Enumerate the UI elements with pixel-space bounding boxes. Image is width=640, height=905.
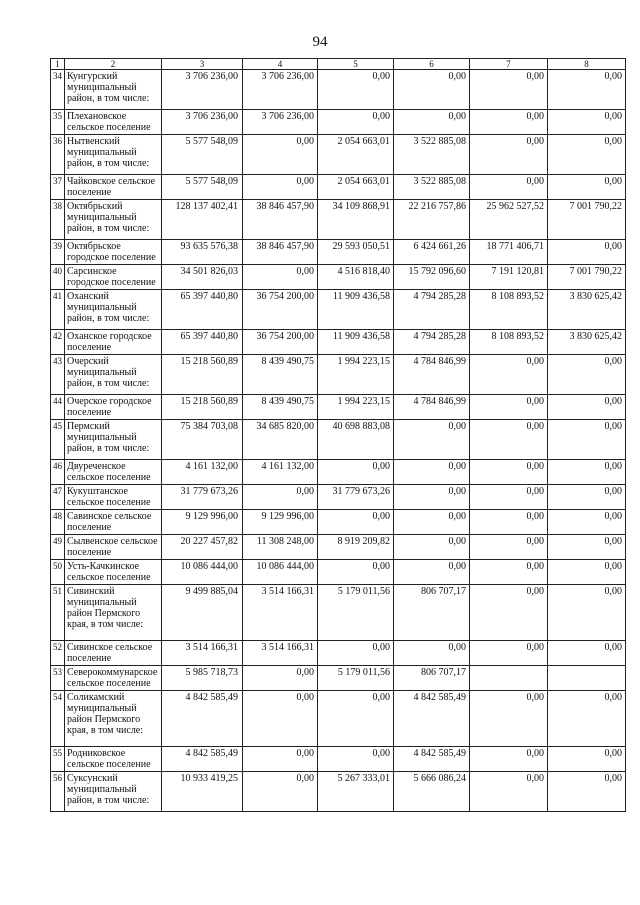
value-col-7: 0,00 bbox=[470, 641, 548, 666]
row-number: 55 bbox=[51, 747, 65, 772]
municipality-name: Двуреченское сельское поселение bbox=[65, 460, 162, 485]
value-col-5: 11 909 436,58 bbox=[318, 290, 394, 330]
page-number: 94 bbox=[312, 34, 328, 50]
value-col-4: 36 754 200,00 bbox=[243, 290, 318, 330]
value-col-4: 0,00 bbox=[243, 135, 318, 175]
value-col-6: 0,00 bbox=[394, 510, 470, 535]
table-row bbox=[51, 395, 626, 420]
value-col-8: 0,00 bbox=[548, 641, 626, 666]
municipality-name: Северокоммунарское сельское поселение bbox=[65, 666, 162, 691]
table-row bbox=[51, 772, 626, 812]
column-header: 8 bbox=[548, 59, 626, 70]
row-number: 53 bbox=[51, 666, 65, 691]
row-number: 49 bbox=[51, 535, 65, 560]
row-number: 45 bbox=[51, 420, 65, 460]
value-col-5: 1 994 223,15 bbox=[318, 395, 394, 420]
value-col-7: 0,00 bbox=[470, 691, 548, 747]
row-number: 46 bbox=[51, 460, 65, 485]
value-col-7: 0,00 bbox=[470, 485, 548, 510]
municipality-name: Усть-Качкинское сельское поселение bbox=[65, 560, 162, 585]
value-col-3: 10 086 444,00 bbox=[162, 560, 243, 585]
value-col-3: 93 635 576,38 bbox=[162, 240, 243, 265]
value-col-7: 0,00 bbox=[470, 395, 548, 420]
value-col-8: 0,00 bbox=[548, 240, 626, 265]
municipality-name: Савинское сельское поселение bbox=[65, 510, 162, 535]
value-col-4: 8 439 490,75 bbox=[243, 355, 318, 395]
value-col-4: 0,00 bbox=[243, 485, 318, 510]
value-col-8: 0,00 bbox=[548, 485, 626, 510]
municipality-name: Пермский муниципальный район, в том числе: bbox=[65, 420, 162, 460]
value-col-5: 0,00 bbox=[318, 641, 394, 666]
value-col-4: 38 846 457,90 bbox=[243, 200, 318, 240]
value-col-8: 0,00 bbox=[548, 110, 626, 135]
value-col-4: 0,00 bbox=[243, 691, 318, 747]
row-number: 52 bbox=[51, 641, 65, 666]
value-col-7: 7 191 120,81 bbox=[470, 265, 548, 290]
value-col-6: 4 842 585,49 bbox=[394, 747, 470, 772]
row-number: 54 bbox=[51, 691, 65, 747]
row-number: 44 bbox=[51, 395, 65, 420]
row-number: 38 bbox=[51, 200, 65, 240]
value-col-4: 3 706 236,00 bbox=[243, 70, 318, 110]
value-col-5: 31 779 673,26 bbox=[318, 485, 394, 510]
value-col-8: 0,00 bbox=[548, 395, 626, 420]
table-row bbox=[51, 560, 626, 585]
value-col-4: 8 439 490,75 bbox=[243, 395, 318, 420]
row-number: 35 bbox=[51, 110, 65, 135]
value-col-3: 5 577 548,09 bbox=[162, 135, 243, 175]
table-row bbox=[51, 70, 626, 110]
municipality-name: Плехановское сельское поселение bbox=[65, 110, 162, 135]
municipality-name: Сылвенское сельское поселение bbox=[65, 535, 162, 560]
value-col-6: 3 522 885,08 bbox=[394, 175, 470, 200]
value-col-6: 5 666 086,24 bbox=[394, 772, 470, 812]
row-number: 43 bbox=[51, 355, 65, 395]
value-col-6: 4 794 285,28 bbox=[394, 330, 470, 355]
value-col-7 bbox=[470, 666, 548, 691]
table-row bbox=[51, 240, 626, 265]
row-number: 50 bbox=[51, 560, 65, 585]
value-col-5: 1 994 223,15 bbox=[318, 355, 394, 395]
table-row bbox=[51, 460, 626, 485]
value-col-4: 0,00 bbox=[243, 265, 318, 290]
budget-table bbox=[50, 58, 626, 812]
value-col-5: 0,00 bbox=[318, 560, 394, 585]
value-col-7: 0,00 bbox=[470, 175, 548, 200]
value-col-8: 0,00 bbox=[548, 535, 626, 560]
row-number: 39 bbox=[51, 240, 65, 265]
value-col-7: 0,00 bbox=[470, 747, 548, 772]
value-col-3: 4 161 132,00 bbox=[162, 460, 243, 485]
row-number: 34 bbox=[51, 70, 65, 110]
value-col-7: 0,00 bbox=[470, 510, 548, 535]
table-row bbox=[51, 747, 626, 772]
value-col-3: 4 842 585,49 bbox=[162, 747, 243, 772]
value-col-7: 0,00 bbox=[470, 585, 548, 641]
value-col-3: 34 501 826,03 bbox=[162, 265, 243, 290]
value-col-5: 11 909 436,58 bbox=[318, 330, 394, 355]
table-row bbox=[51, 666, 626, 691]
value-col-4: 0,00 bbox=[243, 175, 318, 200]
municipality-name: Очерский муниципальный район, в том числе: bbox=[65, 355, 162, 395]
value-col-3: 20 227 457,82 bbox=[162, 535, 243, 560]
value-col-7: 0,00 bbox=[470, 772, 548, 812]
value-col-7: 0,00 bbox=[470, 110, 548, 135]
value-col-8: 0,00 bbox=[548, 560, 626, 585]
value-col-4: 36 754 200,00 bbox=[243, 330, 318, 355]
value-col-6: 4 842 585,49 bbox=[394, 691, 470, 747]
value-col-8: 0,00 bbox=[548, 175, 626, 200]
value-col-4: 11 308 248,00 bbox=[243, 535, 318, 560]
value-col-6: 0,00 bbox=[394, 535, 470, 560]
table-row bbox=[51, 330, 626, 355]
value-col-7: 0,00 bbox=[470, 355, 548, 395]
value-col-7: 8 108 893,52 bbox=[470, 290, 548, 330]
column-header: 7 bbox=[470, 59, 548, 70]
value-col-7: 0,00 bbox=[470, 420, 548, 460]
column-header: 4 bbox=[243, 59, 318, 70]
table-row bbox=[51, 510, 626, 535]
table-row bbox=[51, 535, 626, 560]
municipality-name: Суксунский муниципальный район, в том числе: bbox=[65, 772, 162, 812]
table-row bbox=[51, 420, 626, 460]
table-row bbox=[51, 691, 626, 747]
value-col-6: 0,00 bbox=[394, 70, 470, 110]
value-col-5: 0,00 bbox=[318, 747, 394, 772]
value-col-8: 7 001 790,22 bbox=[548, 200, 626, 240]
value-col-7: 0,00 bbox=[470, 70, 548, 110]
value-col-4: 34 685 820,00 bbox=[243, 420, 318, 460]
value-col-6: 3 522 885,08 bbox=[394, 135, 470, 175]
row-number: 42 bbox=[51, 330, 65, 355]
value-col-8: 0,00 bbox=[548, 691, 626, 747]
row-number: 48 bbox=[51, 510, 65, 535]
value-col-6: 4 784 846,99 bbox=[394, 395, 470, 420]
value-col-5: 0,00 bbox=[318, 510, 394, 535]
row-number: 37 bbox=[51, 175, 65, 200]
value-col-8: 7 001 790,22 bbox=[548, 265, 626, 290]
value-col-3: 5 577 548,09 bbox=[162, 175, 243, 200]
table-row bbox=[51, 110, 626, 135]
municipality-name: Соликамский муниципальный район Пермского края, в том числе: bbox=[65, 691, 162, 747]
municipality-name: Оханское городское поселение bbox=[65, 330, 162, 355]
value-col-7: 25 962 527,52 bbox=[470, 200, 548, 240]
value-col-6: 806 707,17 bbox=[394, 666, 470, 691]
table-row bbox=[51, 135, 626, 175]
municipality-name: Очерское городское поселение bbox=[65, 395, 162, 420]
table-row bbox=[51, 355, 626, 395]
municipality-name: Октябрьское городское поселение bbox=[65, 240, 162, 265]
value-col-5: 40 698 883,08 bbox=[318, 420, 394, 460]
value-col-3: 3 706 236,00 bbox=[162, 70, 243, 110]
value-col-3: 4 842 585,49 bbox=[162, 691, 243, 747]
value-col-4: 4 161 132,00 bbox=[243, 460, 318, 485]
value-col-6: 0,00 bbox=[394, 485, 470, 510]
row-number: 47 bbox=[51, 485, 65, 510]
value-col-3: 9 499 885,04 bbox=[162, 585, 243, 641]
value-col-4: 0,00 bbox=[243, 772, 318, 812]
municipality-name: Сивинское сельское поселение bbox=[65, 641, 162, 666]
value-col-7: 8 108 893,52 bbox=[470, 330, 548, 355]
municipality-name: Чайковское сельское поселение bbox=[65, 175, 162, 200]
value-col-4: 3 706 236,00 bbox=[243, 110, 318, 135]
value-col-7: 18 771 406,71 bbox=[470, 240, 548, 265]
value-col-8: 0,00 bbox=[548, 420, 626, 460]
column-header: 5 bbox=[318, 59, 394, 70]
municipality-name: Сарсинское городское поселение bbox=[65, 265, 162, 290]
value-col-3: 15 218 560,89 bbox=[162, 355, 243, 395]
value-col-5: 0,00 bbox=[318, 460, 394, 485]
value-col-6: 0,00 bbox=[394, 641, 470, 666]
column-numbers-row bbox=[51, 59, 626, 70]
value-col-8: 0,00 bbox=[548, 70, 626, 110]
value-col-5: 8 919 209,82 bbox=[318, 535, 394, 560]
municipality-name: Нытвенский муниципальный район, в том числе: bbox=[65, 135, 162, 175]
value-col-5: 0,00 bbox=[318, 110, 394, 135]
value-col-4: 38 846 457,90 bbox=[243, 240, 318, 265]
value-col-8: 0,00 bbox=[548, 772, 626, 812]
value-col-6: 15 792 096,60 bbox=[394, 265, 470, 290]
value-col-5: 0,00 bbox=[318, 691, 394, 747]
table-row bbox=[51, 290, 626, 330]
value-col-5: 2 054 663,01 bbox=[318, 175, 394, 200]
row-number: 51 bbox=[51, 585, 65, 641]
value-col-8: 3 830 625,42 bbox=[548, 290, 626, 330]
municipality-name: Кукуштанское сельское поселение bbox=[65, 485, 162, 510]
value-col-8 bbox=[548, 666, 626, 691]
value-col-5: 4 516 818,40 bbox=[318, 265, 394, 290]
table-row bbox=[51, 585, 626, 641]
value-col-5: 0,00 bbox=[318, 70, 394, 110]
value-col-4: 3 514 166,31 bbox=[243, 585, 318, 641]
value-col-6: 0,00 bbox=[394, 420, 470, 460]
value-col-5: 29 593 050,51 bbox=[318, 240, 394, 265]
value-col-4: 9 129 996,00 bbox=[243, 510, 318, 535]
value-col-4: 0,00 bbox=[243, 747, 318, 772]
value-col-3: 31 779 673,26 bbox=[162, 485, 243, 510]
table-row bbox=[51, 641, 626, 666]
value-col-3: 9 129 996,00 bbox=[162, 510, 243, 535]
value-col-3: 128 137 402,41 bbox=[162, 200, 243, 240]
value-col-6: 4 784 846,99 bbox=[394, 355, 470, 395]
table-row bbox=[51, 265, 626, 290]
table-row bbox=[51, 175, 626, 200]
value-col-5: 5 179 011,56 bbox=[318, 585, 394, 641]
value-col-6: 0,00 bbox=[394, 460, 470, 485]
row-number: 56 bbox=[51, 772, 65, 812]
value-col-6: 806 707,17 bbox=[394, 585, 470, 641]
value-col-3: 15 218 560,89 bbox=[162, 395, 243, 420]
value-col-6: 22 216 757,86 bbox=[394, 200, 470, 240]
municipality-name: Октябрьский муниципальный район, в том числе: bbox=[65, 200, 162, 240]
value-col-7: 0,00 bbox=[470, 460, 548, 485]
value-col-3: 3 706 236,00 bbox=[162, 110, 243, 135]
value-col-7: 0,00 bbox=[470, 535, 548, 560]
municipality-name: Сивинский муниципальный район Пермского края, в том числе: bbox=[65, 585, 162, 641]
value-col-3: 10 933 419,25 bbox=[162, 772, 243, 812]
column-header: 2 bbox=[65, 59, 162, 70]
table-row bbox=[51, 485, 626, 510]
row-number: 36 bbox=[51, 135, 65, 175]
value-col-5: 2 054 663,01 bbox=[318, 135, 394, 175]
value-col-8: 0,00 bbox=[548, 135, 626, 175]
value-col-3: 65 397 440,80 bbox=[162, 290, 243, 330]
value-col-3: 75 384 703,08 bbox=[162, 420, 243, 460]
municipality-name: Кунгурский муниципальный район, в том числе: bbox=[65, 70, 162, 110]
value-col-7: 0,00 bbox=[470, 135, 548, 175]
value-col-8: 0,00 bbox=[548, 355, 626, 395]
value-col-8: 0,00 bbox=[548, 460, 626, 485]
value-col-8: 0,00 bbox=[548, 747, 626, 772]
column-header: 6 bbox=[394, 59, 470, 70]
value-col-7: 0,00 bbox=[470, 560, 548, 585]
value-col-6: 4 794 285,28 bbox=[394, 290, 470, 330]
value-col-8: 0,00 bbox=[548, 510, 626, 535]
value-col-3: 5 985 718,73 bbox=[162, 666, 243, 691]
value-col-3: 65 397 440,80 bbox=[162, 330, 243, 355]
table-row bbox=[51, 200, 626, 240]
value-col-6: 6 424 661,26 bbox=[394, 240, 470, 265]
value-col-5: 34 109 868,91 bbox=[318, 200, 394, 240]
value-col-3: 3 514 166,31 bbox=[162, 641, 243, 666]
municipality-name: Родниковское сельское поселение bbox=[65, 747, 162, 772]
row-number: 40 bbox=[51, 265, 65, 290]
value-col-8: 0,00 bbox=[548, 585, 626, 641]
row-number: 41 bbox=[51, 290, 65, 330]
column-header: 1 bbox=[51, 59, 65, 70]
value-col-4: 3 514 166,31 bbox=[243, 641, 318, 666]
column-header: 3 bbox=[162, 59, 243, 70]
value-col-4: 10 086 444,00 bbox=[243, 560, 318, 585]
value-col-5: 5 179 011,56 bbox=[318, 666, 394, 691]
value-col-6: 0,00 bbox=[394, 560, 470, 585]
value-col-5: 5 267 333,01 bbox=[318, 772, 394, 812]
value-col-8: 3 830 625,42 bbox=[548, 330, 626, 355]
municipality-name: Оханский муниципальный район, в том числе: bbox=[65, 290, 162, 330]
value-col-4: 0,00 bbox=[243, 666, 318, 691]
value-col-6: 0,00 bbox=[394, 110, 470, 135]
